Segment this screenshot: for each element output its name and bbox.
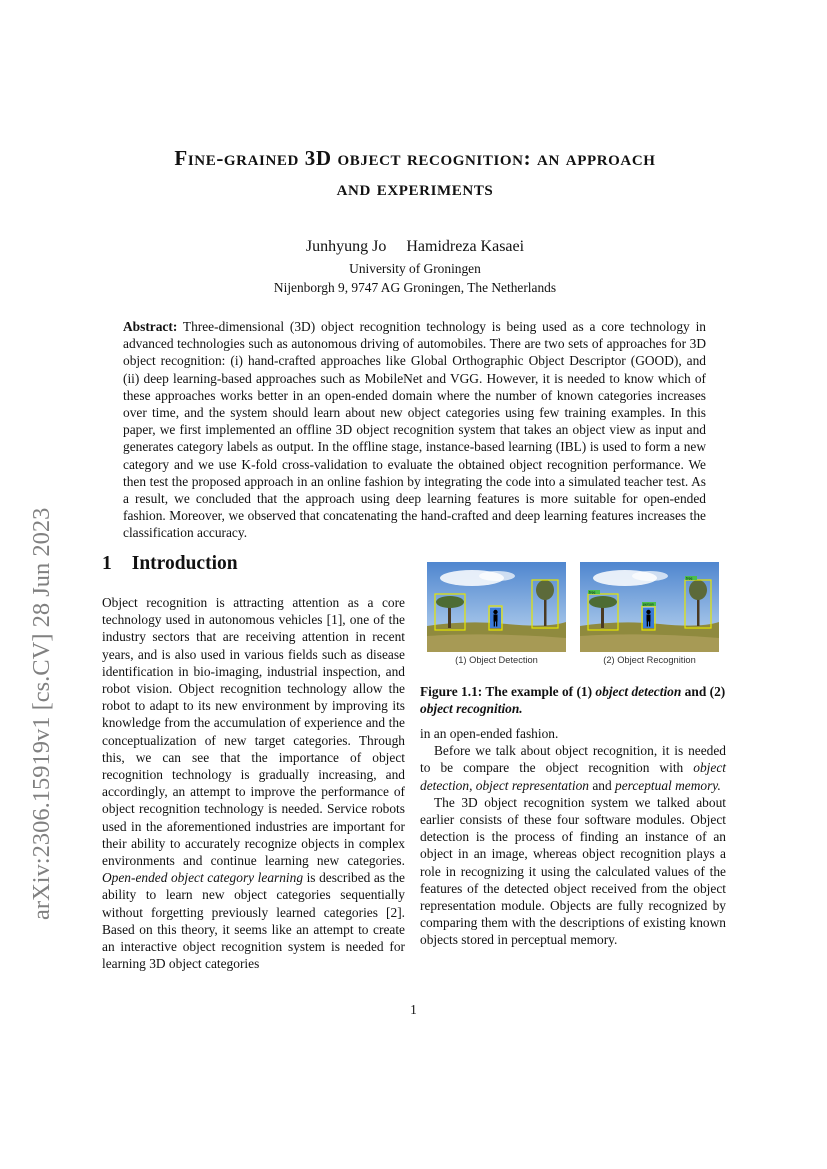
address: Nijenborgh 9, 9747 AG Groningen, The Netherlands [273, 280, 557, 295]
figure-caption-label: Figure 1.1: [420, 684, 483, 699]
abstract-text: Three-dimensional (3D) object recognition technology is being used as a core technology in advanced technologies such as autonomous driving of automobiles. There are two sets of approaches for 3D object recognition: (i) hand-crafted approaches like Global Orthographic Object Descriptor (GOOD), and (ii) deep learning-based approaches such as MobileNet and VGG. However, it is needed to know which of these approaches works better in an open-ended domain where the number of known categories increases over time, and the system should learn about new object categories using few training examples. In this paper, we first implemented an offline 3D object recognition system that takes an object view as input and generates category labels as output. In the offline stage, instance-based learning (IBL) is used to form a new category and we use K-fold cross-validation to evaluate the obtained object recognition performance. We then test the proposed approach in an online fashion by integrating the code into a simulated teacher test. As a result, we concluded that the approach using deep learning features is more suitable for open-ended fashion. Moreover, we observed that concatenating the hand-crafted and deep learning features increases the classification accuracy. [123, 319, 706, 541]
intro-emphasis: Open-ended object category learning [102, 870, 304, 886]
figure-caption [420, 683, 726, 717]
section-title: Introduction [131, 553, 238, 574]
figure-caption-em2: object recognition. [420, 701, 523, 717]
tag-tree-1: tree [589, 590, 596, 595]
figure-caption-text-b: and (2) [681, 684, 726, 699]
arxiv-stamp-text: arXiv:2306.15919v1 [cs.CV] 28 Jun 2023 [28, 507, 55, 920]
figure-caption-em1: object detection [595, 684, 682, 699]
intro-paragraph-1b: is described as the ability to learn new object categories sequentially without forgetting previously learned categories [2]. Based on this theory, it seems like an attempt to create an interactive object recognition system is needed for learning 3D object categories [102, 870, 405, 972]
figure-panel-recognition [580, 562, 719, 652]
authors: Junhyung Jo Hamidreza Kasaei [305, 238, 525, 255]
arxiv-stamp [22, 360, 62, 920]
figure-caption-text-a: The example of (1) [482, 684, 596, 699]
right-paragraph-2: The 3D object recognition system we talked about earlier consists of these four software modules. Object detection is the process of finding an instance of an object in an image, whereas object recognition plays a role in recognizing it using the calculated values of the features of the detected object received from the object representation module. Objects are fully recognized by comparing them with the descriptions of existing known objects stored in perceptual memory. [420, 794, 726, 948]
right-p1-em3: perceptual memory. [615, 777, 721, 793]
recognition-scene-image [580, 562, 719, 652]
section-heading [102, 553, 238, 575]
section-number: 1 [102, 553, 112, 574]
detection-scene-image [427, 562, 566, 652]
page-number: 1 [410, 1002, 417, 1017]
right-p1-em2: object representation [475, 777, 589, 793]
tag-person: person [643, 602, 654, 607]
right-paragraph-0: in an open-ended fashion. [420, 726, 559, 741]
abstract-label: Abstract: [123, 319, 178, 334]
right-paragraph-1 [420, 742, 726, 794]
panel-label-recognition: (2) Object Recognition [603, 655, 696, 665]
figure-panel-detection [427, 562, 566, 652]
right-p1-a: Before we talk about object recognition, it is needed to be compare the object recognition with [420, 743, 726, 776]
right-p1-c: and [588, 777, 615, 793]
abstract [123, 318, 706, 542]
paper-title-line1: Fine-grained 3D object recognition: an approach [174, 146, 656, 170]
intro-right-column [420, 725, 726, 949]
paper-title-line2: and experiments [336, 176, 494, 200]
intro-paragraph-1a: Object recognition is attracting attention as a core technology used in autonomous vehicles [1], one of the industry sectors that are receiving attention in recent years, and is also used in various fields such as disease identification in bio-imaging, industrial inspection, and robot vision. Object recognition technology allow the robot to adapt to its new environment by improving its knowledge from the accumulation of experience and the conceptualization of new target categories. Through this, we can see that the importance of object recognition technology is gradually increasing, and accordingly, an attempt to improve the performance of object recognition technology is needed. Service robots used in the aforementioned industries are important for their ability to accurately recognize objects in complex environments and continue learning new categories. [102, 595, 405, 869]
affiliation: University of Groningen [349, 261, 481, 276]
tag-tree-2: tree [686, 576, 693, 581]
right-p1-em1: object detection [420, 760, 726, 793]
right-p1-b: , [469, 777, 476, 793]
panel-label-detection: (1) Object Detection [455, 655, 538, 665]
intro-left-column [102, 594, 405, 972]
